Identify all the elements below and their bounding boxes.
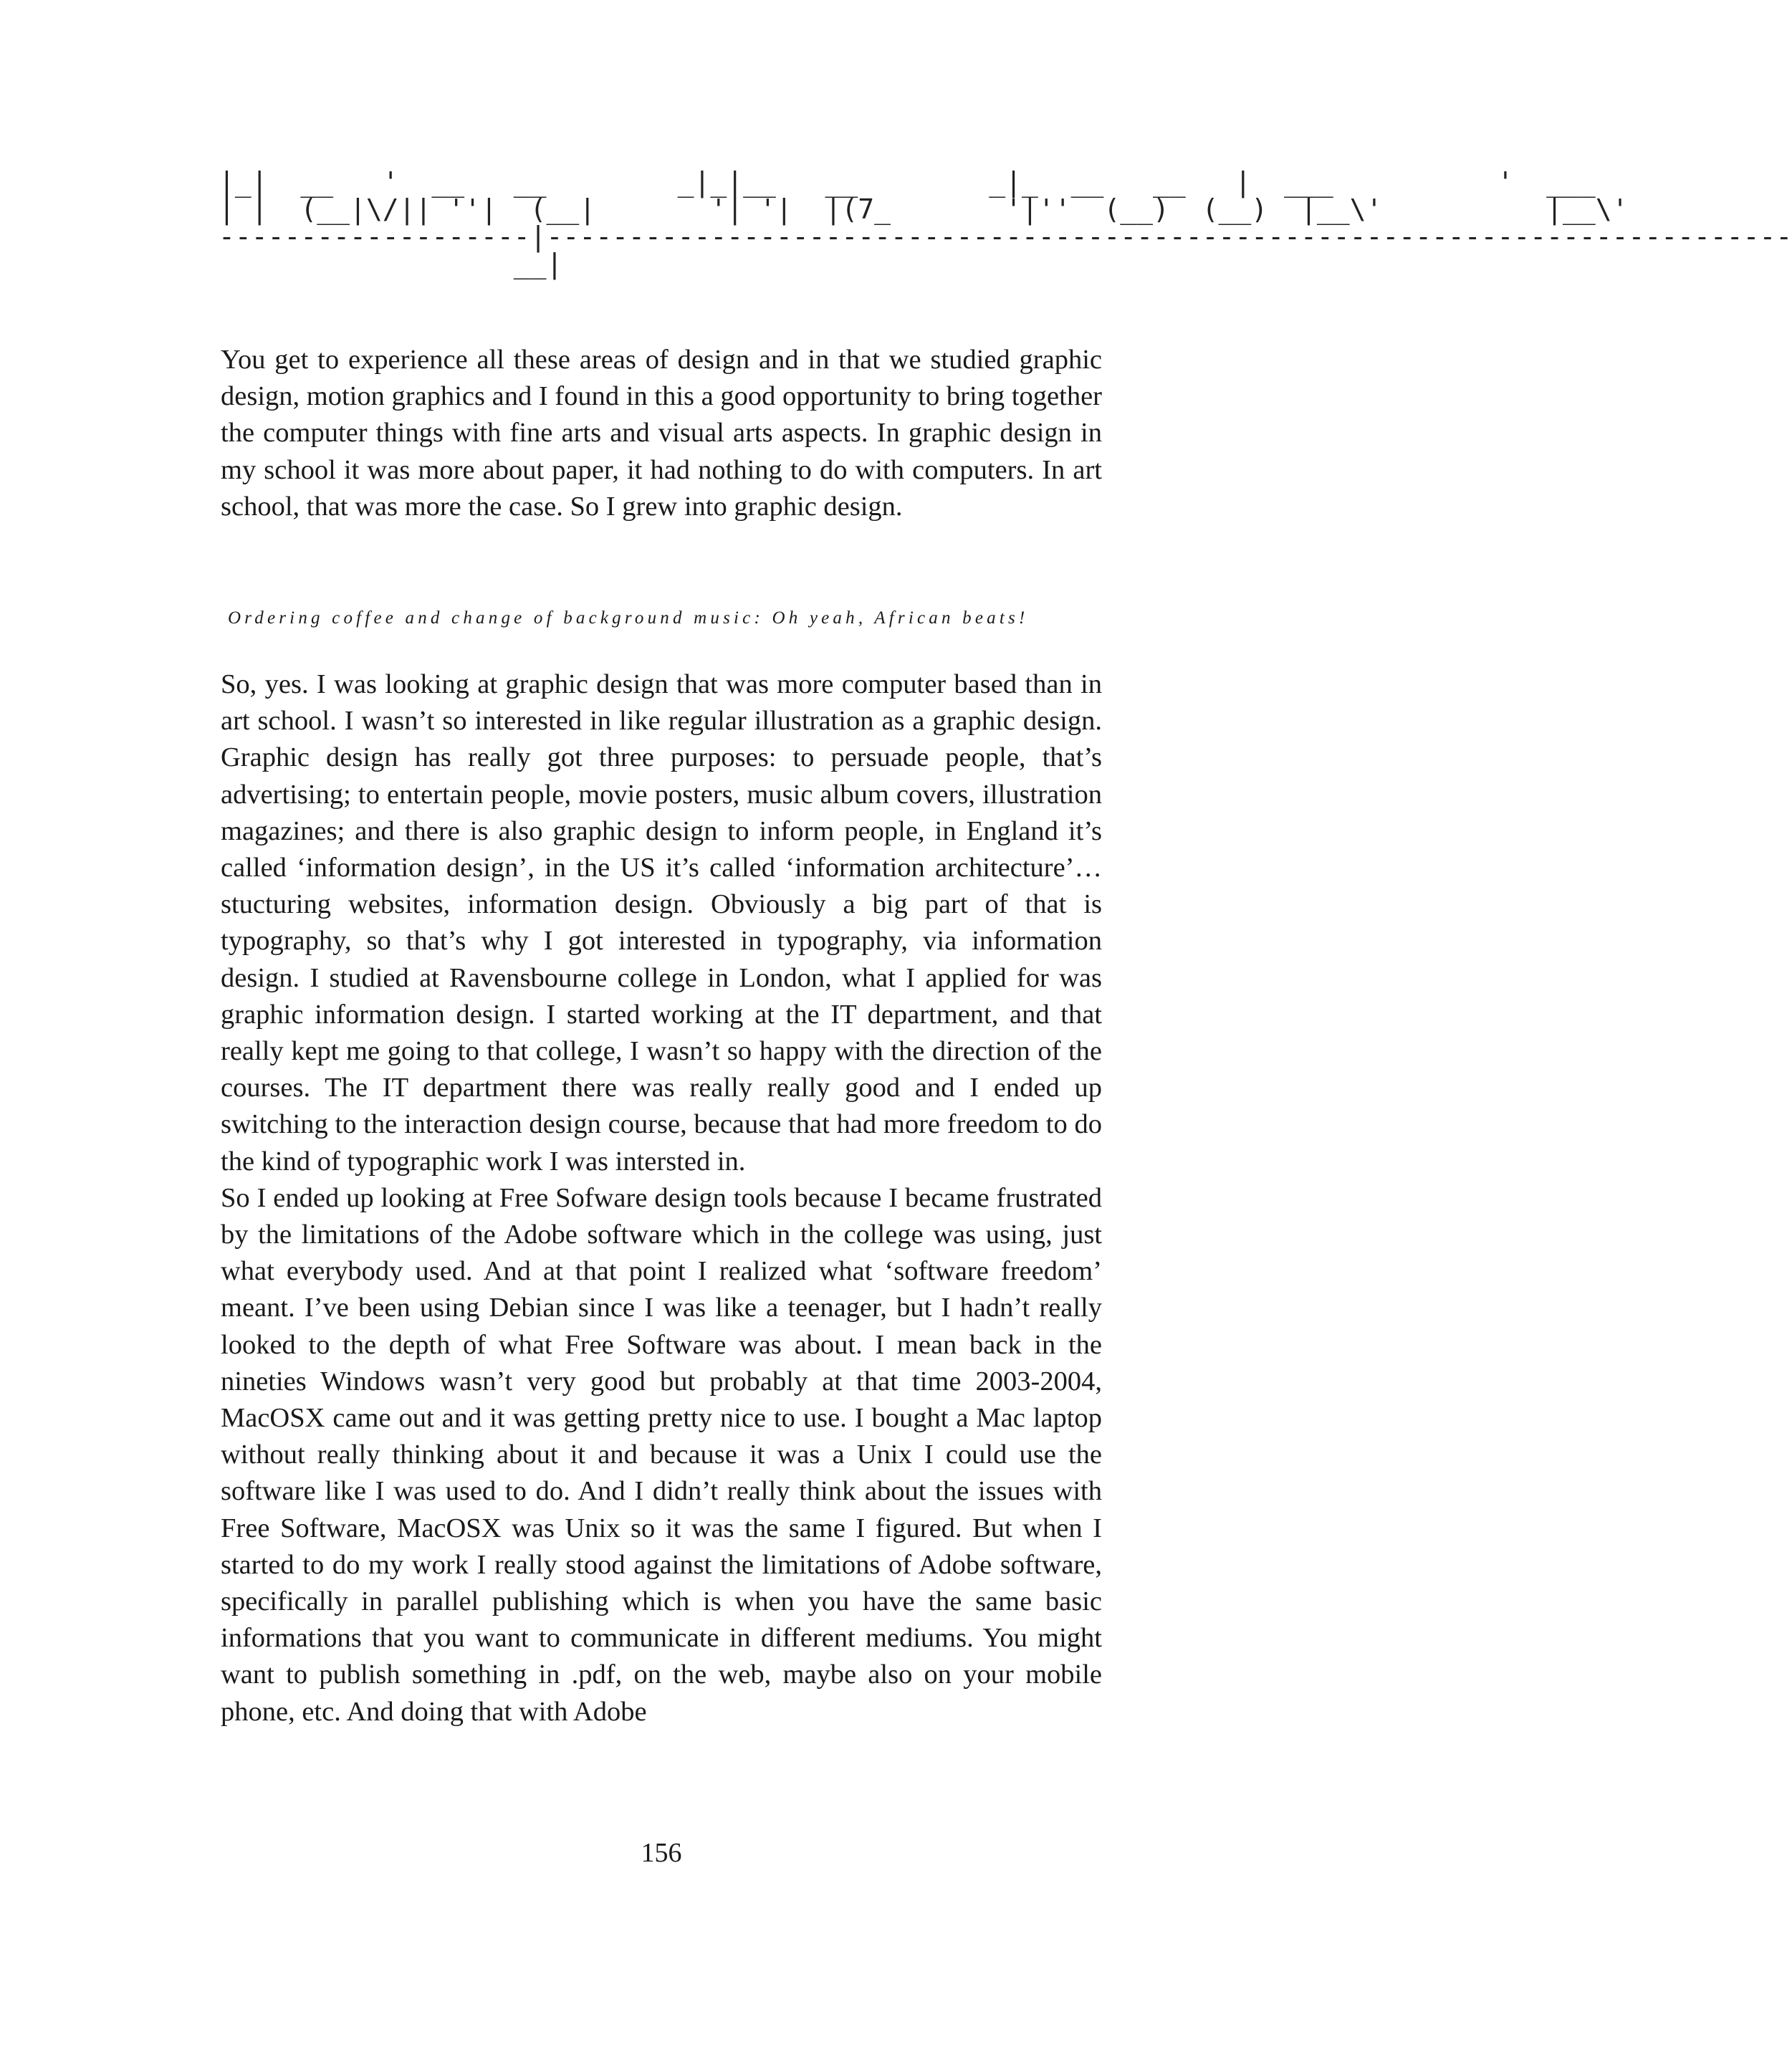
ascii-art-heading-text: |_| __ ' __ __ _|_|__ __ _|_ __ __ | ___ ' ___ | | (__|\/|| ''| (__| '| '| |(7_ '|'' (__) (__) |__\' |__\' -------------------|---------------------------------------------------------------------------- __| <box>219 166 1792 279</box>
ascii-art-heading <box>219 166 1792 319</box>
stage-direction-aside: Ordering coffee and change of background music: Oh yeah, African beats! <box>228 608 1029 628</box>
paragraph: You get to experience all these areas of design and in that we studied graphic design, motion graphics and I found in this a good opportunity to bring together the computer things with fine arts and visual arts aspects. In graphic design in my school it was more about paper, it had nothing to do with computers. In art school, that was more the case. So I grew into graphic design. <box>221 345 1102 522</box>
body-text-section-1 <box>221 342 1102 525</box>
paragraph: So I ended up looking at Free Sofware design tools because I became frustrated by the limitations of the Adobe software which in the college was using, just what everybody used. And at that point I realized what ‘software freedom’ meant. I’ve been using Debian since I was like a teenager, but I hadn’t really looked to the depth of what Free Software was about. I mean back in the nineties Windows wasn’t very good but probably at that time 2003-2004, MacOSX came out and it was getting pretty nice to use. I bought a Mac laptop without really thinking about it and because it was a Unix I could use the software like I was used to do. And I didn’t really think about the issues with Free Software, MacOSX was Unix so it was the same I figured. But when I started to do my work I really stood against the limitations of Adobe software, specifically in parallel publishing which is when you have the same basic informations that you want to communicate in different mediums. You might want to publish something in .pdf, on the web, maybe also on your mobile phone, etc. And doing that with Adobe <box>221 1182 1102 1727</box>
paragraph: So, yes. I was looking at graphic design that was more computer based than in art school. I wasn’t so interested in like regular illustration as a graphic design. Graphic design has really got three purposes: to persuade people, that’s advertising; to entertain people, movie posters, music album covers, illustration magazines; and there is also graphic design to inform people, in England it’s called ‘information design’, in the US it’s called ‘information architecture’… stucturing websites, information design. Obviously a big part of that is typography, so that’s why I got interested in typography, via information design. I studied at Ravensbourne college in London, what I applied for was graphic information design. I started working at the IT department, and that really kept me going to that college, I wasn’t so happy with the direction of the courses. The IT department there was really really good and I ended up switching to the interaction design course, because that had more freedom to do the kind of typographic work I was intersted in. <box>221 669 1102 1177</box>
body-text-section-2 <box>221 666 1102 1730</box>
page-number: 156 <box>641 1838 682 1868</box>
